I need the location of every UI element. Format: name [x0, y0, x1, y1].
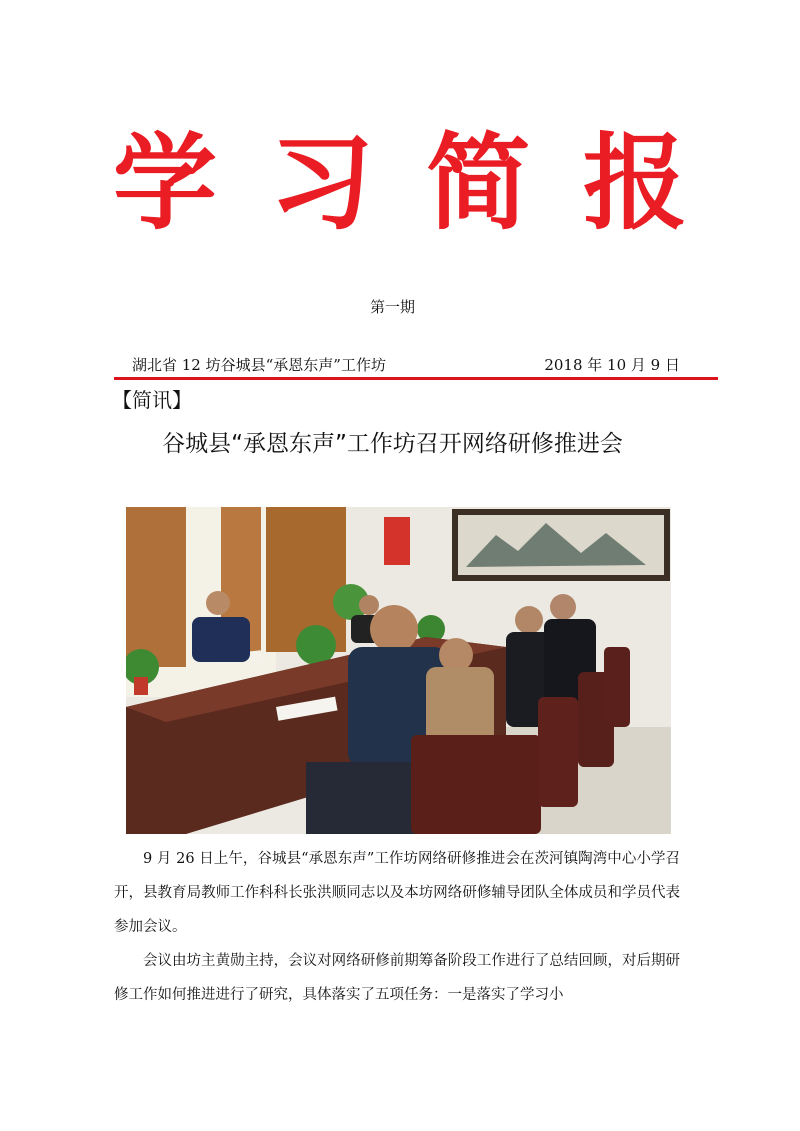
- red-divider: [114, 377, 718, 380]
- masthead-title: [110, 122, 690, 244]
- section-label: 【简讯】: [112, 388, 192, 412]
- article-body: [114, 842, 680, 1012]
- masthead-char: 习: [269, 122, 374, 244]
- issue-number: 第一期: [369, 298, 415, 316]
- paragraph: 9 月 26 日上午，谷城县“承恩东声”工作坊网络研修推进会在茨河镇陶湾中心小学召开，县教育局教师工作科科长张洪顺同志以及本坊网络研修辅导团队全体成员和学员代表参加会议。: [114, 851, 680, 935]
- meeting-photo: [126, 507, 671, 834]
- masthead-char: 简: [426, 122, 531, 244]
- masthead-char: 报: [582, 122, 687, 244]
- paragraph: 会议由坊主黄勋主持，会议对网络研修前期筹备阶段工作进行了总结回顾，对后期研修工作如何推进进行了研究，具体落实了五项任务：一是落实了学习小: [114, 953, 680, 1003]
- masthead-char: 学: [112, 122, 217, 244]
- organization-name: 湖北省 12 坊谷城县“承恩东声”工作坊: [132, 356, 386, 374]
- info-line: [132, 354, 680, 375]
- publish-date: 2018 年 10 月 9 日: [544, 356, 680, 374]
- article-headline: 谷城县“承恩东声”工作坊召开网络研修推进会: [162, 431, 623, 457]
